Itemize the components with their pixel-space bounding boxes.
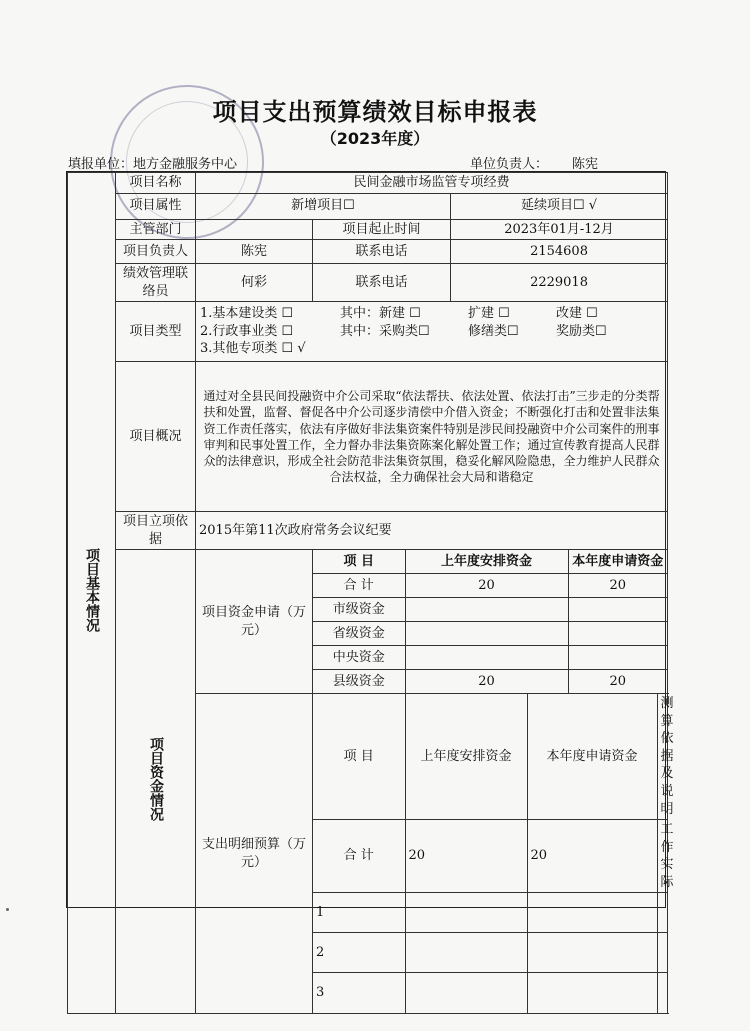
detail-row-cell <box>657 933 667 973</box>
overview-value: 通过对全县民间投融资中介公司采取“依法帮扶、依法处置、依法打击”三步走的分类帮扶和处置，监督、督促各中介公司逐步清偿中介借入资金；不断强化打击和处置非法集资工作责任落实，依法有序做好非法集资案件特别是涉民间投融资中介公司案件的刑事审判和民事处置工作，全力督办非法集资陈案化解处置工作；通过宣传教育提高人民群众的法律意识，形成全社会防范非法集资氛围，稳妥化解风险隐患，全力维护人民群众合法权益，全力确保社会大局和谐稳定 <box>196 362 668 512</box>
perf-phone-label: 联系电话 <box>313 264 451 302</box>
fund-row-central <box>313 646 667 670</box>
fund-row-this <box>568 646 667 670</box>
project-type-options <box>196 302 668 362</box>
unit-leader-value: 陈宪 <box>572 157 599 172</box>
basis-value: 2015年第11次政府常务会议纪要 <box>196 512 668 550</box>
scan-speck <box>6 908 9 911</box>
type-rebuild-checkbox[interactable]: 改建 ☐ <box>556 306 598 322</box>
detail-row <box>313 933 667 973</box>
page-title: 项目支出预算绩效目标申报表 <box>212 98 538 126</box>
fund-row-last <box>405 622 568 646</box>
project-type-label: 项目类型 <box>116 302 196 362</box>
type-line-3 <box>200 340 663 358</box>
project-leader-value: 陈宪 <box>196 240 313 264</box>
overview-label: 项目概况 <box>116 362 196 512</box>
detail-col-last: 上年度安排资金 <box>405 694 527 819</box>
project-attribute-label: 项目属性 <box>116 193 196 219</box>
type-repair-checkbox[interactable]: 修缮类☐ <box>468 323 519 339</box>
fund-col-this: 本年度申请资金 <box>568 550 667 573</box>
detail-row-total <box>313 820 667 893</box>
detail-row-cell <box>527 893 657 933</box>
fund-row-name: 县级资金 <box>313 670 405 694</box>
type-admin-checkbox[interactable]: 2.行政事业类 ☐ <box>200 323 294 339</box>
type-expand-checkbox[interactable]: 扩建 ☐ <box>468 306 510 322</box>
project-name-label: 项目名称 <box>116 173 196 194</box>
detail-row-cell <box>405 973 527 1013</box>
fund-row-this: 20 <box>568 670 667 694</box>
fund-col-item: 项 目 <box>313 550 405 573</box>
detail-row-cell <box>657 973 667 1013</box>
detail-row-cell <box>657 893 667 933</box>
perf-contact-label: 绩效管理联络员 <box>116 264 196 302</box>
fund-row-name: 市级资金 <box>313 598 405 622</box>
fund-row-name: 中央资金 <box>313 646 405 670</box>
reporting-unit <box>68 153 237 172</box>
fund-row-city <box>313 598 667 622</box>
section-funds-label: 项目资金情况 <box>147 736 164 821</box>
detail-row-cell <box>527 933 657 973</box>
detail-row-index: 1 <box>313 893 405 933</box>
fund-row-this: 20 <box>568 574 667 598</box>
fund-apply-label: 项目资金申请（万元） <box>196 550 313 694</box>
fund-row-name: 合 计 <box>313 574 405 598</box>
dept-label: 主管部门 <box>116 219 196 240</box>
detail-row-cell <box>405 893 527 933</box>
type-reward-checkbox[interactable]: 奖励类☐ <box>556 323 607 339</box>
unit-leader-label: 单位负责人： <box>470 157 549 172</box>
budget-form <box>66 171 674 1001</box>
fund-col-last: 上年度安排资金 <box>405 550 568 573</box>
type-line-2 <box>200 323 663 341</box>
detail-row <box>313 973 667 1013</box>
fund-row-county <box>313 670 667 694</box>
section-basic-label: 项目基本情况 <box>83 547 100 632</box>
perf-contact-value: 何彩 <box>196 264 313 302</box>
detail-row-cell <box>405 933 527 973</box>
detail-total-last: 20 <box>405 820 527 893</box>
type-purchase-checkbox[interactable]: 其中：采购类☐ <box>340 323 430 339</box>
basis-label: 项目立项依据 <box>116 512 196 550</box>
period-value: 2023年01月-12月 <box>451 219 668 240</box>
fund-row-name: 省级资金 <box>313 622 405 646</box>
detail-total-basis: 工作实际 <box>657 820 667 893</box>
detail-budget-table <box>313 694 674 1014</box>
attribute-continue-checkbox[interactable]: 延续项目☐ √ <box>451 193 668 219</box>
leader-phone-value: 2154608 <box>451 240 668 264</box>
fund-apply-table <box>313 550 668 694</box>
fund-row-last <box>405 598 568 622</box>
perf-phone-value: 2229018 <box>451 264 668 302</box>
detail-row <box>313 893 667 933</box>
attribute-new-checkbox[interactable]: 新增项目☐ <box>196 193 451 219</box>
detail-row-index: 2 <box>313 933 405 973</box>
leader-phone-label: 联系电话 <box>313 240 451 264</box>
period-label: 项目起止时间 <box>313 219 451 240</box>
detail-row-cell <box>527 973 657 1013</box>
detail-total-name: 合 计 <box>313 820 405 893</box>
reporting-unit-label: 填报单位： <box>68 157 134 172</box>
fund-row-this <box>568 598 667 622</box>
detail-total-this: 20 <box>527 820 657 893</box>
fund-row-last <box>405 646 568 670</box>
fund-row-province <box>313 622 667 646</box>
detail-col-item: 项 目 <box>313 694 405 819</box>
unit-leader <box>470 153 598 172</box>
detail-col-this: 本年度申请资金 <box>527 694 657 819</box>
detail-budget-label: 支出明细预算（万元） <box>196 694 313 1014</box>
type-other-checkbox[interactable]: 3.其他专项类 ☐ √ <box>200 341 306 357</box>
detail-row-index: 3 <box>313 973 405 1013</box>
dept-value <box>196 219 313 240</box>
type-new-checkbox[interactable]: 其中：新建 ☐ <box>340 306 421 322</box>
fund-row-last: 20 <box>405 574 568 598</box>
fund-row-last: 20 <box>405 670 568 694</box>
type-line-1 <box>200 305 663 323</box>
reporting-unit-value: 地方金融服务中心 <box>133 157 238 172</box>
page-subtitle: （2023年度） <box>320 129 430 148</box>
project-name-value: 民间金融市场监管专项经费 <box>196 173 668 194</box>
project-leader-label: 项目负责人 <box>116 240 196 264</box>
detail-col-basis: 测算依据及说明 <box>657 694 667 819</box>
section-basic-info <box>68 173 116 1014</box>
section-funds-info <box>116 550 196 1014</box>
type-infra-checkbox[interactable]: 1.基本建设类 ☐ <box>200 306 294 322</box>
fund-row-this <box>568 622 667 646</box>
fund-row-total <box>313 574 667 598</box>
